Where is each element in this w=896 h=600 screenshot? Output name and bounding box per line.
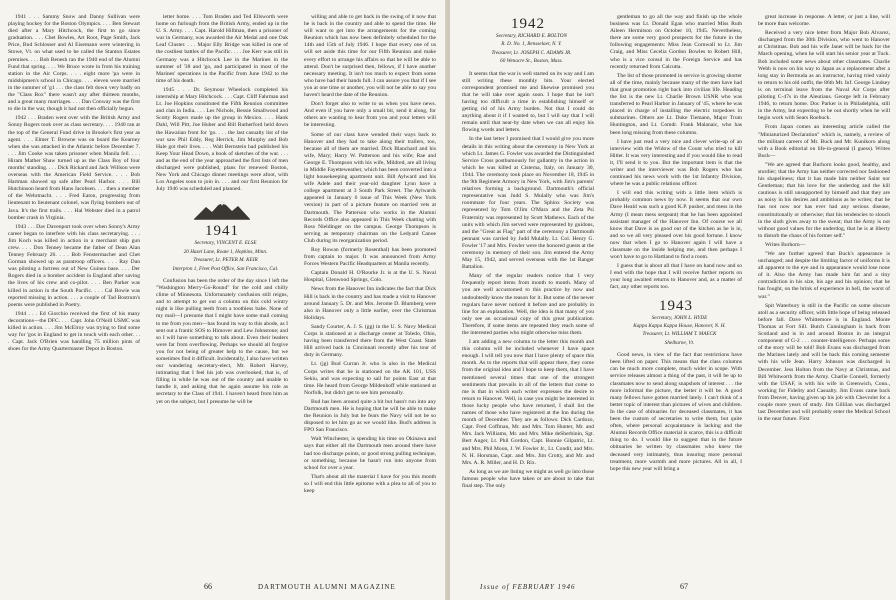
running-footer: Issue of FEBRUARY 1946 xyxy=(480,583,576,591)
class-officer-line: 60 Wenacre St., Boston, Mass. xyxy=(500,58,563,65)
class-officer-line: Shelburne, Vt. xyxy=(664,339,695,346)
paragraph: As long as we are listing we might as well go into those famous people who have taken or are about to take that final step. The only xyxy=(462,468,594,489)
paragraph: From Japan comes an interesting article called the "Miniaturized Declaration" which is, namely, a review of the militant careers of Mr. Buck and Mr. Kunikoro along with a Book editorial on life-in-general (I guess). Writes Buck— xyxy=(758,124,890,159)
paragraph: 1944 . . . Ed Giorchio received the first of his many decorations—the DFC. . . . Capt. John O'Neill USMC was killed in action. . . . Jim McElroy was trying to find some way for 'gos in England to get in touch with each other. . . . Capt. Jack O'Brien was handling 75 million pints of shoes for the Army Quartermaster Depot in Boston. xyxy=(8,310,140,353)
class-officer-line: Secretary, RICHARD E. BOLTON xyxy=(496,33,567,39)
paragraph: 1943 . . . Dav Davenport took over when Sonny's Army career began to interfere with his class secretarying. . . . Jim Koch was killed in action in a merchant ship gun crew. . . . Don Tenney became the father of Dean Alan Tenney February 26. . . . Bob Fenstermacher and Chet Gorman showed up as paratroop officers. . . . Ray Dan was piloting a fortress out of New Guinea base. . . . Der Rogers died in a bomber accident in England after saving the lives of his crew and co-pilot. . . . Ben Parker was killed in action in the South Pacific. . . . Cal Bowie was reported missing in action. . . . a couple of Tad Bostrum's poems were published in Poetry. xyxy=(8,223,140,308)
left-column-2 xyxy=(156,14,288,570)
class-officer-line: Secretary, JOHN L. HYDE xyxy=(651,314,708,321)
class-year-heading: 1941 xyxy=(205,223,239,240)
paragraph: Received a very nice letter from Major Bob Alvarez, discharged from the 30th Division, who went to Hanover at Christmas. Bob and his wife Janet will be back for the March opening, when he will start his senior year at Tuck. Bob included some news about other classmates. Charlie Webb is now on his way to Japan as a replacement after a long stay in Bermuda as an instructor, having tried vainly to return to his old outfit, the 86th Mt. Inf. George Lindsey is on terminal leave from the Naval Air Corps after piloting C-47s in the Aleutians. George left in February 1946, to return home. Doc Parker is in Philadelphia, still in the Army, but expecting to be out shortly when he will begin work with Sears Roebuck. xyxy=(758,30,890,122)
paragraph: I will end this writing with a little item which is probably common news by now. It seems that our own Dave Heald was such a good K.P. pusher, and mess in the Army (I mean mess sergeant) that he has been appointed assistant manager of the Hanover Inn. Of course we all know that Dave is as good out of the kitchen as he is in, and so we all very pleased over his good fortune. I know now that when I go to Hanover again I will have a classmate on the inside helping me, and then perhaps I won't have to go to Hartland to find a room. xyxy=(610,190,742,261)
paragraph: Roy Rowan (formerly Rosenthal) has been promoted from captain to major. It was announced from Army Forces Western Pacific Headquarters at Manila recently. xyxy=(304,247,436,268)
paragraph: Many of the regular readers notice that I very frequently report items from month to month. Many of you are well accustomed to this practice by now and undoubtedly know the reason for it. But some of the newer regulars have never noticed it before and are probably in line for an explanation. Well, the idea is that many of you only see an occasional copy of this great publication. Therefore, if some items are repeated they reach some of the interested parties who might otherwise miss them. xyxy=(462,273,594,336)
paragraph: I guess that is about all that I have on hand now and so I end with the hope that I will receive further reports on your long awaited returns to Hanover and, as a matter of fact, any other reports too. xyxy=(610,263,742,291)
paragraph: 1941 . . . Sammy Snow and Danny Sullivan were playing hockey for the Boston Olympics. . . . Ben Stewart died after a Mary Hitchcock, the first to go since graduation. . . . Chet Bowles, Art Root, Page Smith, Jack Price, Bud Schlosser and Al Eisemann were wintering in Stowe, Vt. on what used to be called the Stanton Estates premises. . . . Bob Benesh ran the 1940 end of the Alumni Fund that spring. . . . We Bruce wrote in from his training station in the Air Corps. . . . eight more 'pa were in midshipmen's school in Chicago. . . . eleven were married in the summer of 'g1 . . . the class felt down very badly on the "Class Box" there wasn't any after thirteen months, and a great many marriages. . . . Dan Conway was the first to die in the war, though it had not then officially begun. xyxy=(8,14,140,113)
left-column-1 xyxy=(8,14,140,570)
class-officer-line: Treasurer, Lt. WILLIAM T. MAECK xyxy=(642,331,717,338)
class-year-heading: 1943 xyxy=(659,297,693,314)
class-officer-line: Secretary, VINCENT E. ELSE xyxy=(194,240,257,247)
paragraph: "We are further agreed that Buck's appearance is unchanged; and despite the limiting factor of uniforms it is all apparent to the eye and in appearance would lose none of it. Also the Army has made him fat and a tiny contradiction in his size, his age and his opinion; that he has fought, on the brink of experience in hell, the worst of war." xyxy=(758,251,890,300)
right-column-1 xyxy=(462,14,594,570)
running-footer: DARTMOUTH ALUMNI MAGAZINE xyxy=(258,583,396,591)
paragraph: "We are agreed that Burhorn looks good, healthy, and sturdier; that the Army has neither corrected nor fashioned his shapeliness; that it has made him neither Saint nor Gentleman; that his love for the underdog and the kill cautious is still unsupported by himself and that they are as noisy in his desires and ambitions as he writes; that he has not now nor has ever had any serious disease, constitutionally or otherwise; that his tendencies to slouch in the sloth gives away to the sweat; that the Army is not without good values for the underdog, that he is at liberty to disturb the chaos of his former self." xyxy=(758,161,890,239)
paragraph: Writes Burhorn— xyxy=(765,241,806,248)
class-officer-line: R. D. No. 1, Rensselaer, N. Y. xyxy=(501,41,562,48)
class-officer-line: 20 Hazel Lane, Route 1, Hopkins, Minn. xyxy=(183,248,268,255)
paragraph: I have just read a very nice and clever write-up of an interview with the Widow of the Count who tried to kill Hitler. It was very interesting and if you would like to read it, I'll send it to you. But the important item is that the writer and the interviewer was Bob Rogers who has continued his news work with the 1st Infantry Division, where he was a public relations officer. xyxy=(610,138,742,188)
paragraph: That's about all the material I have for you this month so I will end this little epitome with a plea to all of you to keep xyxy=(304,473,436,494)
paragraph: In the last letter I promised that I would give you more details in this writing about the ceremony in New York at which Lt. James G. Fowler was awarded the Distinguished Service Cross posthumously for gallantry in the action in which he was killed at Cisterna, Italy, on January 30, 1944. The ceremony took place on November 18, 1945 in the 9th Regiment Armory in New York, with Jim's parents' relatives forming a background. Dartmouth's official representative was Judd S. Mulally who was Jim's roommate for four years. The Sphinx Society was represented by Tom O'Jim O'Mara and the Zeta Psi Fraternity was represented by Scott Mathews. Each of the units with which Jim served were represented by guidons, and the "Great as Flag" part of the ceremony a Dartmouth pennant was carried by Judd Mulally. Lt. Col. Henry G. Fowler '17 and Mrs. Fowler were the honored guests at the ceremony in memory of their son. Jim entered the Army May 15, 1942, and served overseas with the 1st Ranger Battalion. xyxy=(462,136,594,271)
right-column-2 xyxy=(610,14,742,570)
paragraph: great increase in response. A letter, or just a line, will be more than welcome. xyxy=(758,14,890,28)
paragraph: Spit Waterbury is still in the Pacific on some obscure atoll as a security officer, with little hope of being released before fall. Dave Whittemore is in England. Monte Thomas at Fort Sill. Butch Cunningham is back from Scotland and is in and around Boston in an integral component of G-2 . . . counter-intelligence. Perhaps some of the story will be told! Bob Evans was discharged from the Marines lately and will be back this coming semester with his wife Jean. Harry Johnson was discharged in December. Jess Holton from the Navy at Christmas, and Bill Whitworth from the Army. Charlie Connell, formerly with the USAF, is with his wife in Greenwich, Conn., working for Fidelity and Casualty. Jim Evans came back from Denver, having given up his job with Chevrolet for a couple more years of study. Jim Gillilan was discharged last December and will probably enter the Medical School in the near future. First xyxy=(758,302,890,423)
class-officer-line: Kappa Kappa Kappa House, Hanover, N. H. xyxy=(633,322,726,329)
page-number: 66 xyxy=(204,582,212,591)
paragraph: Confusion has been the order of the day since I left the "Washington Merry-Go-Round" for the cold and chilly clime of Minnesota. Unfortunately confusion still reigns, and to attempt to get out a column on this cold wintry night is like pulling teeth from a toothless babe. None of my mail—I presume that I might have some mail coming to me from you men—has found its way to this abode, as I sent out a frantic SOS to Himover and Lew Johnstone; and so I will have something to talk about. Even their leaders were far from overflowing. Perhaps we should all forgive you for not being of greater help to the cause, but we sometimes find it difficult. Incidentally, I also have written our wandering secretary-elect, Mr. Robert Harvey, intimating that I feel his job was overlooked, that is, of filling in while he was out of the country and unable to handle it, and asking that he again assume his role as secretary to the Class of 1941. I haven't heard from him as yet on the subject, but I presume he will be xyxy=(156,277,288,405)
paragraph: Lt. (jg) Bud Curran Jr. who is also in the Medical Corps writes that he is stationed on the AK 101, USS Sekiu, and was expecting to sail for points East at that time. He heard from George Mildenhoff while stationed at Norfolk, but didn't get to see him personally. xyxy=(304,361,436,396)
paragraph: Walt Winchester, is spending his time on Okinawa and says that either all the Dartmouth men around there have had too discharge points, or good strong pulling technique, or something, because he hasn't run into anyone from school for over a year. xyxy=(304,436,436,471)
right-page xyxy=(450,0,896,600)
paragraph: 1942 . . . Braden went over with the British Army and Sonny Rogers took over as class secretary. . . . 1940 ran at the top of the General Fund drive in Brooke's first year as agent. . . . Elmer T. Browne was on board the Kearney when she was attacked in the Atlantic before December 7. . . . Jim Cooke was taken prisoner when Manila fell. . . . Hiram Mather Shaw turned up as the Class Boy of four months' standing. . . . Dick Rickard and Jack Willson were overseas with the American Field Service. . . . Bob Hartman showed up safe after Pearl Harbor. . . . Bill Hutchinson heard from Hans Jacobsen. . . . then a member of the Wehrmacht. . . . Fred Eaton, progressing from lieutenant to lieutenant colonel, was flying bombers out of Java. It's the first trails. . . . Hal Webster died in a patrol bomber crash in Virginia. xyxy=(8,115,140,221)
left-page xyxy=(0,0,446,600)
paragraph: I am adding a new column to the letter this month and this column will be included whenever I have space enough. I will tell you now that I have plenty of space this month. As to the reports that will appear there, they come from the original idea and I hope to keep them, that I have mentioned several times that one of the strongest sentiments that prevails in all of the letters that come to me is that in which each writer expresses the desire to return to Hanover. Well, in case you might be interested in those lucky people who have returned, I shall list the names of those who have registered at the Inn during the month of December. They are as follows: Dick Cardozo, Capt. Fred Coffman, Mr. and Mrs. Tom Hunter, Mr. and Mrs. Jack Williams, Mr. and Mrs. Mike deSherbinin, Sgt. Bert Auger, Lt. Phil Gordon, Capt. Bonnie Gilpatric, Lt. and Mrs. Phil Moon, J. W. Fowler Jr., Lt. Condit, and Mrs. N. H. Horsman, Capt. and Mrs. Jim Crotty, and Mr. and Mrs. A. R. Miller, and H. D. Rix. xyxy=(462,339,594,466)
paragraph: Sandy Courter, A. J. S. (gg) in the U. S. Navy Medical Corps is stationed at a discharge center at Toledo, Ohio, having been transferred there from the West Coast. State Hill arrived back in Cincinnati recently after his tour of duty in Germany. xyxy=(304,323,436,359)
class-officer-line: Treasurer, Lt. JOSEPH C. ADAMS JR. xyxy=(491,49,572,56)
page-number: 67 xyxy=(680,582,688,591)
paragraph: letter home. . . . Tom Braden and Ted Ellsworth were home on furlough from the British Army, ended up in the U. S. Army. . . . Capt. Harold Hillman, then a prisoner of war in Germany, was awarded the Air Medal and one Oak Leaf Cluster. . . . Major Elly Bridge was killed in one of the costliest battles of the Pacific. . . . Joe Kerr was still in Germany was a Hitchcock Lee in the Marines in the summer of '38 and 'go, and participated in most of the Marines' operations in the Pacific from June 1942 to the time of his death. xyxy=(156,14,288,84)
paragraph: It seems that the war is well started on its way and I am still writing these monthly bits. Your elected correspondent promised me and likewise promised you that he will take over again soon. I hope that he isn't having too difficult a time in establishing himself or getting rid of his Army burden. Not that I could do anything about it if I wanted to, but I will say that I will remain until that near-by date when we can all enjoy his flowing words and letters. xyxy=(462,70,594,134)
paragraph: Captain Donald H. O'Rourke Jr. is at the U. S. Naval Hospital, Glenwood Springs, Colo. xyxy=(304,270,436,284)
paragraph: Bud has been around quite a bit but hasn't run into any Dartmouth men. He is hoping that he will be able to make the Reunion in July but he fears the Navy will not be so disposed to let him go as we would like. Bud's address is FPO San Francisco. xyxy=(304,398,436,434)
paragraph: Don't forget also to write to us when you have news. And even if you have only a small bit, send it along, for others are wanting to hear from you and your letters will be interesting. xyxy=(304,101,436,129)
paragraph: gentleman to go all the way and finish up the whole business was Lt. Donald Egan who married Miss Ruth Aileen Hermitson on October 10, 1945. Nevertheless, there are some very good prospects for the future in the following engagements: Miss Jean Cornwall to Lt. Jim Craig, and Miss Cecelia Gordon Bowles to Robert Hill, who is a vice consul in the Foreign Service and has recently returned from Calcutta. xyxy=(610,14,742,70)
paragraph: willing and able to get back in the swing of it now that he is back in the country and able to spend the time. He will want to get into the arrangements for the coming Reunion which has now been definitely scheduled for the 14th and 15th of July 1946. I hope that every one of us will set aside this time for our Fifth Reunion and make every effort to arrange his affairs so that he will be able to attend. Don't be surprised then, fellows, if I have another necessary meeting. It isn't too much to expect from some who have had their hands full. I can assure you that if I see you at one time or another, you will not be able to say you haven't heard the date of the Reunion. xyxy=(304,14,436,99)
paragraph: News from the Hanover Inn indicates the fact that Dick Hill is back in the country and has made a visit to Hanover around January 5. Dr. and Mrs. Jerome D. Blumberg were also in Hanover only a little earlier, over the Christmas Holidays. xyxy=(304,286,436,321)
right-column-3 xyxy=(758,14,890,570)
mountain-ornament-icon xyxy=(192,197,252,221)
class-officer-line: Interpron 1, Fleet Post Office, San Francisco, Cal. xyxy=(172,265,279,272)
class-officer-line: Treasurer, Lt. PETER M. KEIR xyxy=(193,257,258,264)
paragraph: Good news, in view of the fact that restrictions have been lifted on paper. This means that the class columns can be much more complete, much wider in scope. With service releases almost a thing of the past, it will be up to classmates now to send along snapshots of interest . . . the more informal the picture, the better it will be. A good many fellows have gotten married lately. I can't think of a better topic of interest than pictures of wives and children. In the case of obituaries for deceased classmates, it has been the custom of secretaries to write them, but quite often, where personal acquaintance is lacking and the Alumni Records Office material is scarce, this is a difficult thing to do. I would like to suggest that in the future obituaries be written by classmates who knew the deceased very intimately, thus insuring more personal treatment, more warmth and more pictures. All in all, I hope this new year will bring a xyxy=(610,352,742,472)
paragraph: The list of those promoted in service is growing shorter all of the time, mainly because many of the men have had that great promotion right back into civilian life. Heading the list is the new Lt. Charlie Brown USNR who was transferred to Pearl Harbor in January of '45, where he was placed in charge of installing the electric torpedoes in submarines. Others are Lt. Duke Tiemann, Major Trum Huntington, and Lt. Comdr. Frank Malanaic, who has been long missing from these columns. xyxy=(610,72,742,136)
class-year-heading: 1942 xyxy=(511,16,545,32)
paragraph: Some of our class have wended their ways back to Hanover and they had to take along their trailers, too, because all of them are married. Dick Blanchard and his wife, Mary; Harry W. Patterson and his wife; Rae and George E. Thompson with his wife, Mildred, are all living in Middle Fayetteweather, which has been converted into a light housekeeping apartment unit. Bill Aylward and his wife Adele and their year-old daughter Lynn have a college apartment at 3 South Park Street. The Aylwards appeared in January 6 issue of This Week (New York version) in part of a picture feature on married vets at Dartmouth. The Patterson who works in the Alumni Records Office also appeared in This Week chatting with Ross Nieldinger on the campus. George Thompson is serving as temporary chairman on the Ledyard Canoe Club during its reorganization period. xyxy=(304,131,436,244)
left-column-3 xyxy=(304,14,436,570)
paragraph: 1945 . . . Dr. Seymour Wheelock completed his internship at Mary Hitchcock. . . . Capt. Cliff Fahrman and Lt. Joe Hopkins constituted the Fifth Reunion committee and clan in India. . . . Les Nichols, Bessie Smallwood and Scotty Rogers made up the group in Mexico. . . . Hank Dahl, Will Pitt, Joe Huber and Bill Rutherford held down the Hawaiian front for 'go. . . . the last casualty list of the war saw Phil Eddy, Reg Herrick, Jim Murphy and Bob Hale got their lives. . . . Walt Bernstein had published his Keep Your Head Down, a book of sketches of the war. . . . and as the end of the year approached the first lists of men discharged were published, plans for renewed Boston, New York and Chicago dinner meetings were afoot, with Los Angeles soon to join in. . . . and our first Reunion for July 1946 was scheduled and planned. xyxy=(156,86,288,193)
